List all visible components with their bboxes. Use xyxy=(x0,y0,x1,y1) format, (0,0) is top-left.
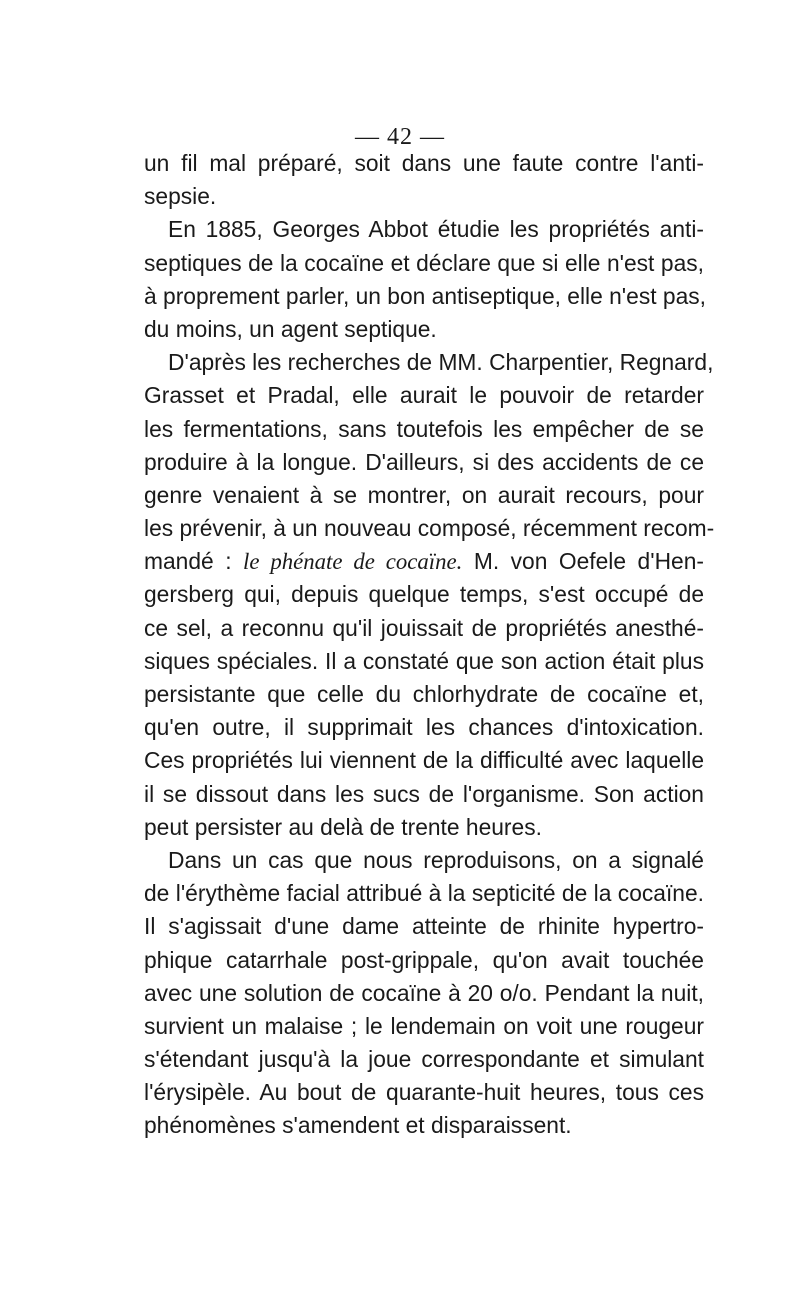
text-line: sepsie. xyxy=(144,183,217,210)
text-line: l'érysipèle. Au bout de quarante-huit heures, tous ces xyxy=(144,1079,704,1106)
text-line: il se dissout dans les sucs de l'organisme. Son action xyxy=(144,780,704,807)
text-line: les fermentations, sans toutefois les empêcher de se xyxy=(144,415,704,442)
text-line: persistante que celle du chlorhydrate de cocaïne et, xyxy=(144,681,704,707)
body-text xyxy=(144,147,715,1143)
text-line: Grasset et Pradal, elle aurait le pouvoir de retarder xyxy=(144,382,704,409)
text-line: gersberg qui, depuis quelque temps, s'est occupé de xyxy=(144,581,704,608)
text-line: genre venaient à se montrer, on aurait recours, pour xyxy=(144,481,704,508)
text-line: septiques de la cocaïne et déclare que si elle n'est pas, xyxy=(144,249,704,276)
text-line: un fil mal préparé, soit dans une faute contre l'anti- xyxy=(144,150,704,176)
text-line: Il s'agissait d'une dame atteinte de rhinite hypertro- xyxy=(144,913,704,940)
text-line: ce sel, a reconnu qu'il jouissait de propriétés anesthé- xyxy=(144,614,704,641)
text-segment: M. von Oefele d'Hen- xyxy=(473,548,704,575)
page-number: — 42 — xyxy=(355,124,445,150)
text-line: du moins, un agent septique. xyxy=(144,315,437,342)
text-line xyxy=(144,545,704,578)
text-line: avec une solution de cocaïne à 20 o/o. Pendant la nuit, xyxy=(144,979,704,1006)
text-line: En 1885, Georges Abbot étudie les propriétés anti- xyxy=(168,216,704,243)
text-segment: mandé : xyxy=(144,548,232,575)
text-line: les prévenir, à un nouveau composé, récemment recom- xyxy=(144,515,715,542)
text-line: phique catarrhale post-grippale, qu'on avait touchée xyxy=(144,946,704,973)
text-line: survient un malaise ; le lendemain on voit une rougeur xyxy=(144,1012,704,1039)
text-line: qu'en outre, il supprimait les chances d'intoxication. xyxy=(144,714,704,741)
text-line: siques spéciales. Il a constaté que son action était plus xyxy=(144,647,704,674)
text-line: peut persister au delà de trente heures. xyxy=(144,813,542,840)
text-line: phénomènes s'amendent et disparaissent. xyxy=(144,1112,572,1139)
text-line: de l'érythème facial attribué à la septicité de la cocaïne. xyxy=(144,880,704,907)
text-line: Dans un cas que nous reproduisons, on a signalé xyxy=(168,846,704,873)
text-line: D'après les recherches de MM. Charpentier, Regnard, xyxy=(168,349,714,376)
text-line: à proprement parler, un bon antiseptique, elle n'est pas, xyxy=(144,282,706,309)
italic-phrase: le phénate de cocaïne. xyxy=(243,549,463,575)
text-line: s'étendant jusqu'à la joue correspondante et simulant xyxy=(144,1046,704,1073)
text-line: produire à la longue. D'ailleurs, si des accidents de ce xyxy=(144,448,704,475)
text-line: Ces propriétés lui viennent de la difficulté avec laquelle xyxy=(144,747,704,774)
